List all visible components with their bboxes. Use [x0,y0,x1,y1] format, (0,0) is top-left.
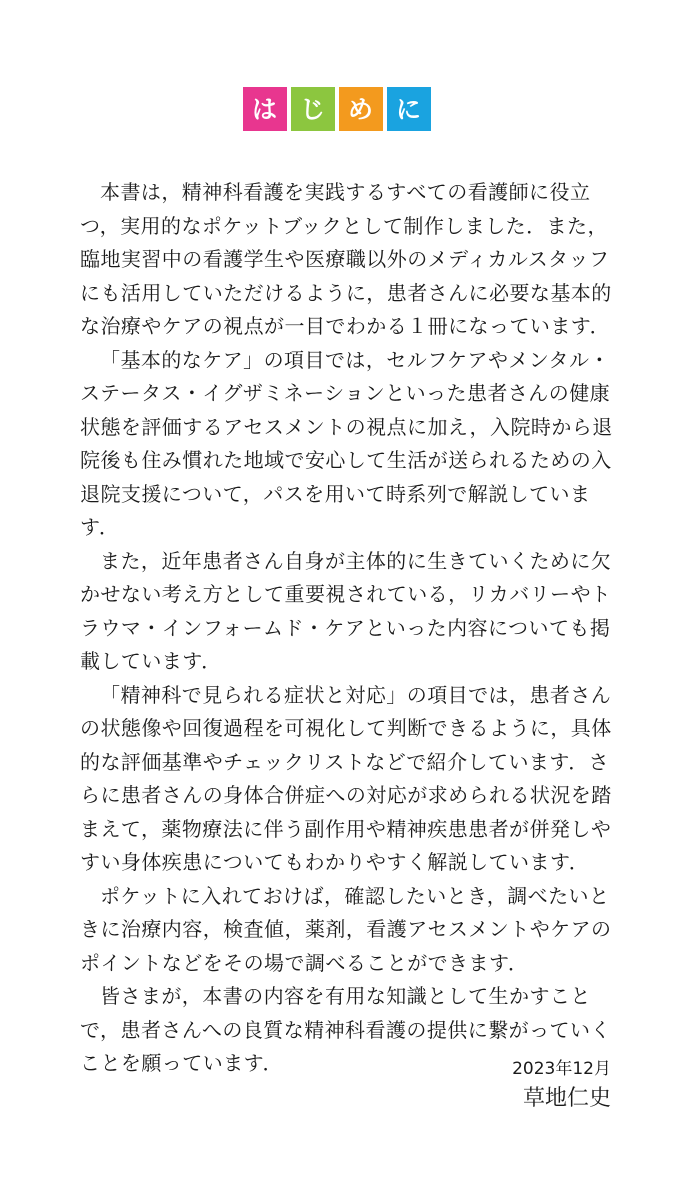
heading-tile-me: め [339,87,383,131]
page-heading [0,87,673,131]
heading-tile-ha: は [243,87,287,131]
heading-tile-ni: に [387,87,431,131]
heading-tile-ji: じ [291,87,335,131]
signature-date: 2023年12月 [512,1059,611,1079]
signature-block [512,1056,611,1114]
paragraph-4: 「精神科で見られる症状と対応」の項目では，患者さんの状態像や回復過程を可視化して判断できるように，具体的な評価基準やチェックリストなどで紹介しています．さらに患者さんの身体合併症への対応が求められる状況を踏まえて，薬物療法に伴う副作用や精神疾患患者が併発しやすい身体疾患についてもわかりやすく解説しています． [80,682,612,874]
paragraph-6: 皆さまが，本書の内容を有用な知識として生かすことで，患者さんへの良質な精神科看護の提供に繋がっていくことを願っています． [80,984,611,1075]
paragraph-2: 「基本的なケア」の項目では，セルフケアやメンタル・ステータス・イグザミネーションといった患者さんの健康状態を評価するアセスメントの視点に加え，入院時から退院後も住み慣れた地域で安心して生活が送られるための入退院支援について，パスを用いて時系列で解説しています． [80,347,613,539]
preface-body [80,176,616,1081]
paragraph-3: また，近年患者さん自身が主体的に生きていくために欠かせない考え方として重要視されている，リカバリーやトラウマ・インフォームド・ケアといった内容についても掲載しています． [80,548,612,673]
paragraph-1: 本書は，精神科看護を実践するすべての看護師に役立つ，実用的なポケットブックとして制作しました．また，臨地実習中の看護学生や医療職以外のメディカルスタッフにも活用していただけるように，患者さんに必要な基本的な治療やケアの視点が一目でわかる１冊になっています． [80,180,612,338]
paragraph-5: ポケットに入れておけば，確認したいとき，調べたいときに治療内容，検査値，薬剤，看護アセスメントやケアのポイントなどをその場で調べることができます． [80,883,612,975]
signature-author: 草地仁史 [522,1086,611,1111]
